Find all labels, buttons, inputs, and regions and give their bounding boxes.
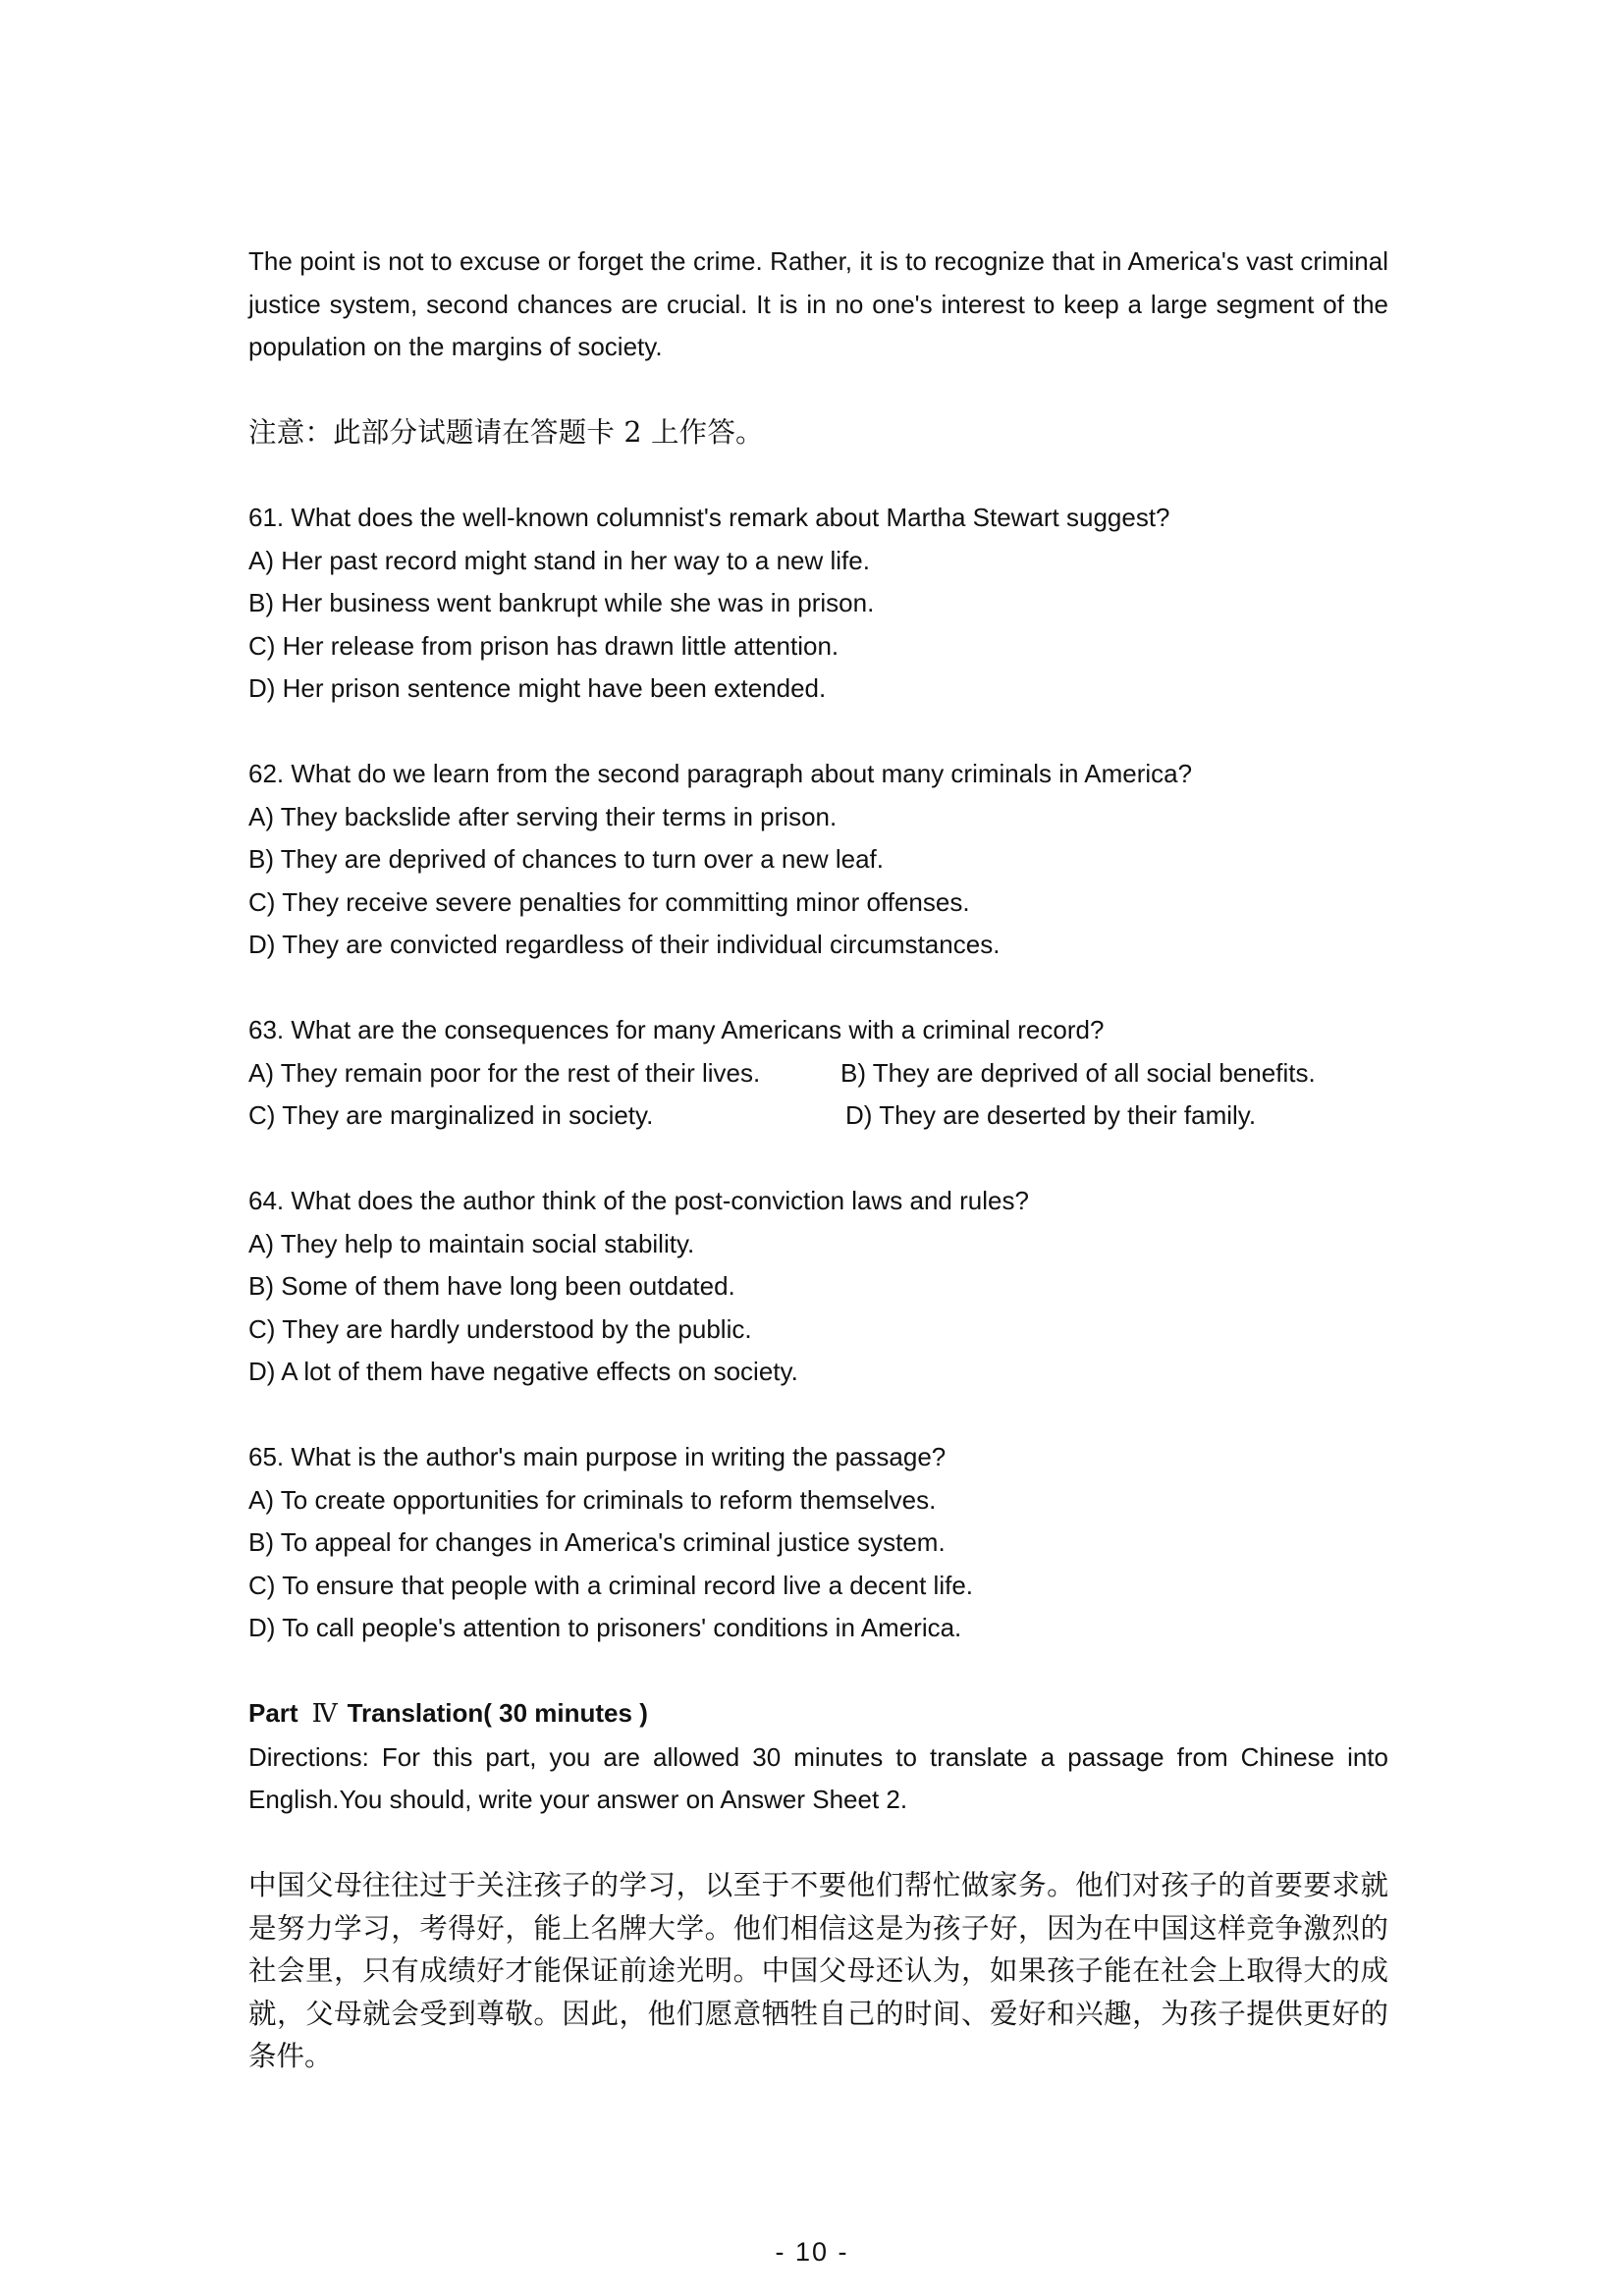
option-a: A) They remain poor for the rest of their lives.: [248, 1057, 761, 1088]
option-a: A) Her past record might stand in her way to a new life.: [248, 545, 870, 575]
option-d: D) They are deserted by their family.: [845, 1100, 1257, 1130]
page-number: - 10 -: [775, 2237, 849, 2267]
question-65: [248, 1436, 1388, 1650]
spacer: [248, 454, 1388, 498]
part-numeral: Ⅳ: [311, 1699, 338, 1729]
section-heading: [248, 1692, 1388, 1736]
option-c: C) They are hardly understood by the public.: [248, 1313, 752, 1344]
closing-paragraph: The point is not to excuse or forget the crime. Rather, it is to recognize that in America's vast criminal justice system, second chances are crucial. It is in no one's interest to keep a large segment of the population on the margins of society.: [248, 246, 1388, 361]
option-b: B) Some of them have long been outdated.: [248, 1271, 735, 1301]
question-stem: 65. What is the author's main purpose in writing the passage?: [248, 1442, 947, 1471]
spacer: [248, 1394, 1388, 1437]
answer-sheet-note: 注意：此部分试题请在答题卡 2 上作答。: [248, 416, 764, 449]
option-c: C) Her release from prison has drawn little attention.: [248, 630, 839, 661]
page-content: [248, 240, 1388, 2078]
spacer: [248, 711, 1388, 754]
question-63: [248, 1009, 1388, 1138]
option-d: D) A lot of them have negative effects on society.: [248, 1357, 798, 1386]
question-62: [248, 753, 1388, 967]
question-64: [248, 1180, 1388, 1394]
option-c: C) They receive severe penalties for committing minor offenses.: [248, 886, 970, 917]
options-row-1: [248, 1052, 1388, 1095]
option-d: D) They are convicted regardless of their individual circumstances.: [248, 930, 1001, 959]
option-d: D) Her prison sentence might have been extended.: [248, 673, 827, 703]
question-stem: 64. What does the author think of the post-conviction laws and rules?: [248, 1186, 1029, 1215]
option-a: A) They backslide after serving their terms in prison.: [248, 801, 838, 831]
option-b: B) Her business went bankrupt while she was in prison.: [248, 588, 875, 617]
option-b: B) They are deprived of all social benefits.: [840, 1057, 1316, 1088]
spacer: [248, 967, 1388, 1010]
option-c: C) They are marginalized in society.: [248, 1100, 654, 1130]
part-title: Translation( 30 minutes ): [347, 1698, 648, 1728]
option-b: B) They are deprived of chances to turn over a new leaf.: [248, 844, 884, 874]
question-stem: 62. What do we learn from the second paragraph about many criminals in America?: [248, 759, 1193, 788]
spacer: [248, 1650, 1388, 1693]
part-label: Part: [248, 1698, 298, 1728]
translation-passage: 中国父母往往过于关注孩子的学习，以至于不要他们帮忙做家务。他们对孩子的首要要求就是努力学习，考得好，能上名牌大学。他们相信这是为孩子好，因为在中国这样竞争激烈的社会里，只有成绩好才能保证前途光明。中国父母还认为，如果孩子能在社会上取得大的成就，父母就会受到尊敬。因此，他们愿意牺牲自己的时间、爱好和兴趣，为孩子提供更好的条件。: [248, 1869, 1388, 2072]
spacer: [248, 369, 1388, 412]
question-stem: 61. What does the well-known columnist's remark about Martha Stewart suggest?: [248, 503, 1170, 532]
option-d: D) To call people's attention to prisoners' conditions in America.: [248, 1613, 962, 1642]
option-b: B) To appeal for changes in America's criminal justice system.: [248, 1527, 946, 1557]
spacer: [248, 1822, 1388, 1865]
spacer: [248, 1138, 1388, 1181]
option-a: A) To create opportunities for criminals to reform themselves.: [248, 1484, 937, 1515]
option-a: A) They help to maintain social stability.: [248, 1228, 695, 1258]
options-row-2: [248, 1095, 1388, 1138]
question-stem: 63. What are the consequences for many Americans with a criminal record?: [248, 1015, 1105, 1044]
option-c: C) To ensure that people with a criminal record live a decent life.: [248, 1570, 974, 1600]
section-directions: Directions: For this part, you are allowed 30 minutes to translate a passage from Chinese into English.You should, write your answer on Answer Sheet 2.: [248, 1741, 1388, 1814]
question-61: [248, 497, 1388, 711]
